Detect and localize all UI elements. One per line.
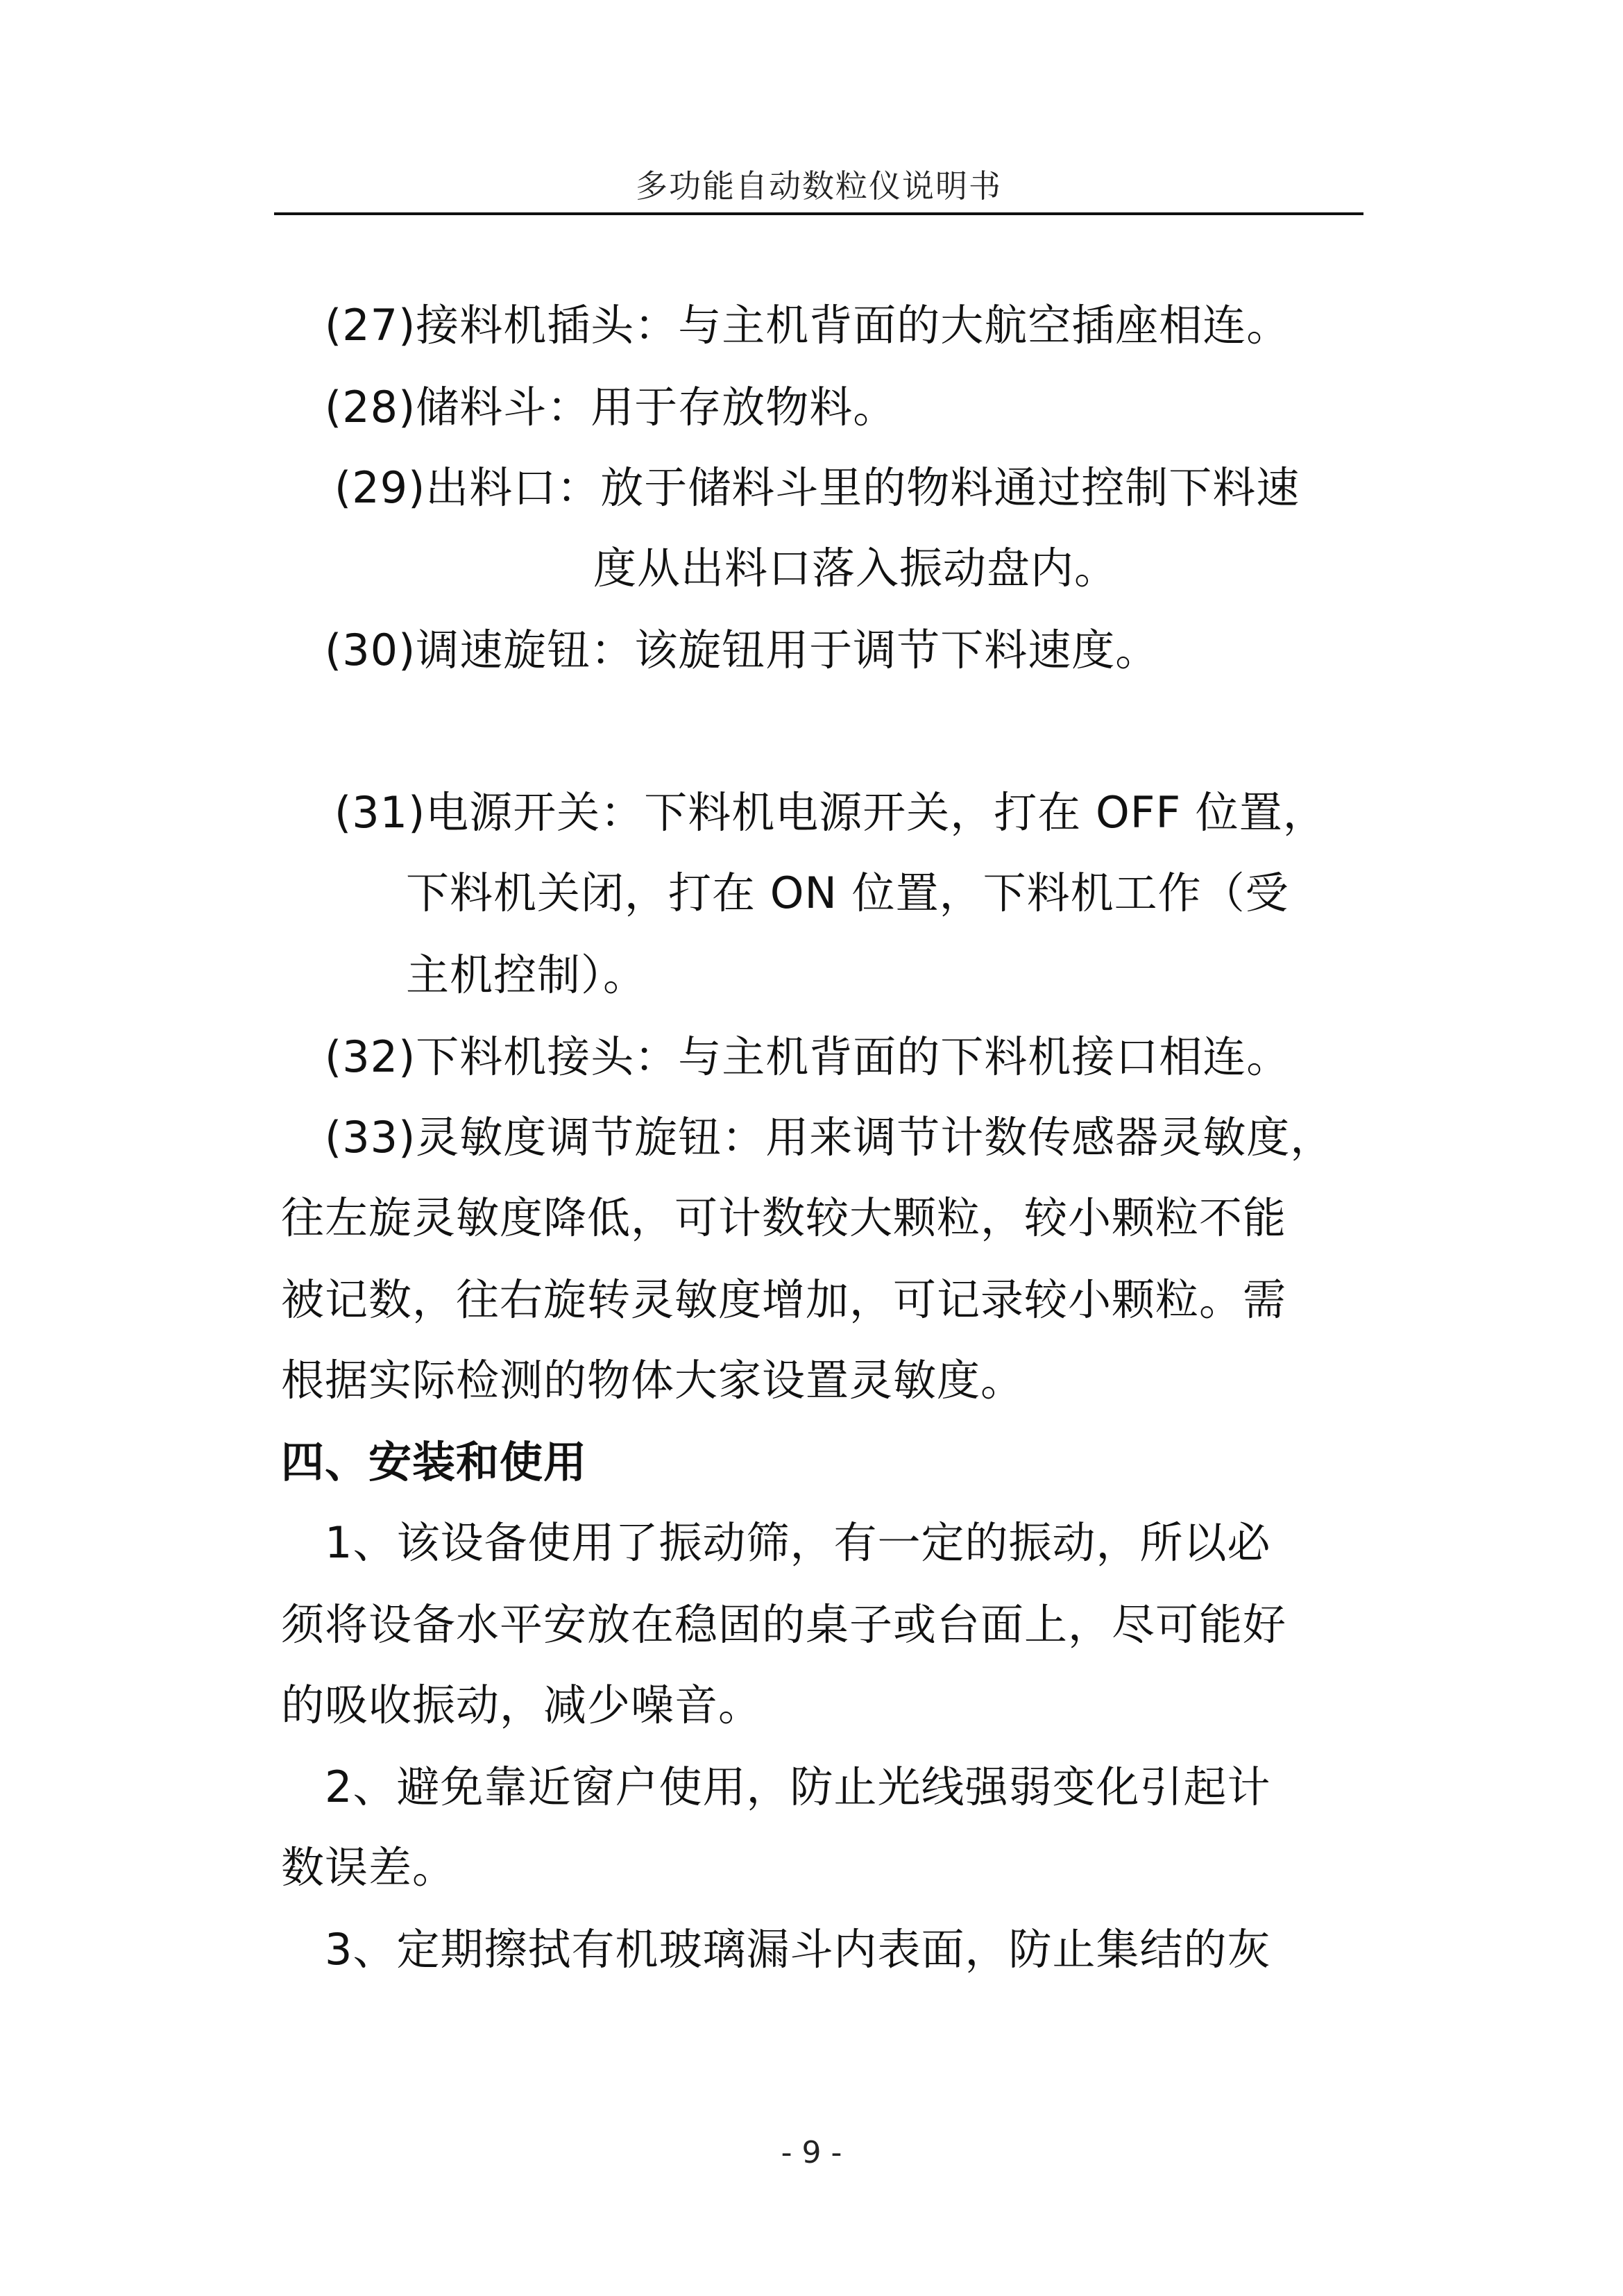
text-line-step-1-cont: 须将设备水平安放在稳固的桌子或台面上，尽可能好 xyxy=(281,1599,1287,1650)
text-line-step-3: 3、定期擦拭有机玻璃漏斗内表面，防止集结的灰 xyxy=(325,1924,1271,1975)
text-line-item-33-cont3: 根据实际检测的物体大家设置灵敏度。 xyxy=(281,1355,1025,1406)
page-header xyxy=(274,154,1363,217)
text-line-item-33-cont2: 被记数，往右旋转灵敏度增加，可记录较小颗粒。需 xyxy=(281,1274,1287,1325)
text-line-step-2-cont: 数误差。 xyxy=(281,1842,457,1893)
text-line-item-29-cont: 度从出料口落入振动盘内。 xyxy=(593,543,1119,593)
page-number: - 9 - xyxy=(781,2135,842,2170)
text-line-step-2: 2、避免靠近窗户使用，防止光线强弱变化引起计 xyxy=(325,1762,1271,1812)
text-line-step-1-cont2: 的吸收振动，减少噪音。 xyxy=(281,1680,763,1730)
text-line-item-33: (33)灵敏度调节旋钮：用来调节计数传感器灵敏度， xyxy=(325,1112,1334,1163)
section-heading-install: 四、安装和使用 xyxy=(281,1437,588,1487)
header-divider xyxy=(274,212,1363,215)
text-line-item-27: (27)接料机插头：与主机背面的大航空插座相连。 xyxy=(325,300,1291,351)
text-line-item-31-cont: 下料机关闭，打在 ON 位置，下料机工作（受 xyxy=(406,868,1289,918)
text-line-item-31-cont2: 主机控制）。 xyxy=(406,949,647,1000)
text-line-item-28: (28)储料斗：用于存放物料。 xyxy=(325,382,897,432)
text-line-item-30: (30)调速旋钮：该旋钮用于调节下料速度。 xyxy=(325,625,1159,675)
text-line-step-1: 1、该设备使用了振动筛，有一定的振动，所以必 xyxy=(325,1517,1271,1568)
document-title: 多功能自动数粒仪说明书 xyxy=(636,167,1002,205)
text-line-item-33-cont: 往左旋灵敏度降低，可计数较大颗粒，较小颗粒不能 xyxy=(281,1192,1287,1243)
text-line-item-32: (32)下料机接头：与主机背面的下料机接口相连。 xyxy=(325,1031,1291,1082)
text-line-item-31: (31)电源开关：下料机电源开关，打在 OFF 位置， xyxy=(334,787,1327,838)
text-line-item-29: (29)出料口：放于储料斗里的物料通过控制下料速 xyxy=(334,462,1300,513)
